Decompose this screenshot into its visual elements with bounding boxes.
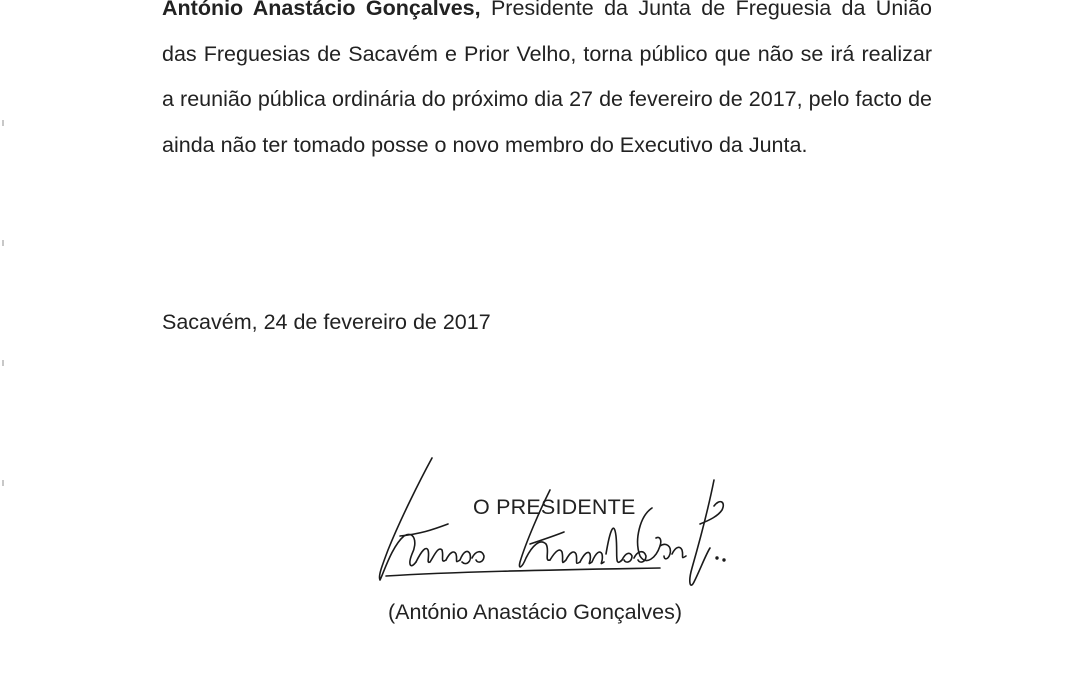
handwritten-signature xyxy=(360,450,760,600)
role-title: O PRESIDENTE xyxy=(473,495,636,519)
paragraph-line-5: Executivo da Junta. xyxy=(619,132,808,157)
date-line: Sacavém, 24 de fevereiro de 2017 xyxy=(162,310,491,334)
paragraph-line-1: Presidente da Junta de Freguesia da União xyxy=(480,0,932,20)
paragraph-line-3: realizar a reunião pública ordinária do próximo dia 27 de fevereiro de xyxy=(162,41,932,111)
announcement-paragraph xyxy=(162,0,932,168)
paragraph-line-4: 2017, pelo facto de ainda não ter tomado posse o novo membro do xyxy=(162,87,932,157)
scan-artifact-mark xyxy=(2,240,4,246)
author-name: António Anastácio Gonçalves, xyxy=(162,0,481,20)
scan-artifact-mark xyxy=(2,120,4,126)
printed-name: (António Anastácio Gonçalves) xyxy=(388,600,682,624)
scan-artifact-mark xyxy=(2,360,4,366)
paragraph-line-2: das Freguesias de Sacavém e Prior Velho, torna público que não se irá xyxy=(162,41,855,66)
signature-block xyxy=(360,450,760,600)
scan-artifact-mark xyxy=(2,480,4,486)
